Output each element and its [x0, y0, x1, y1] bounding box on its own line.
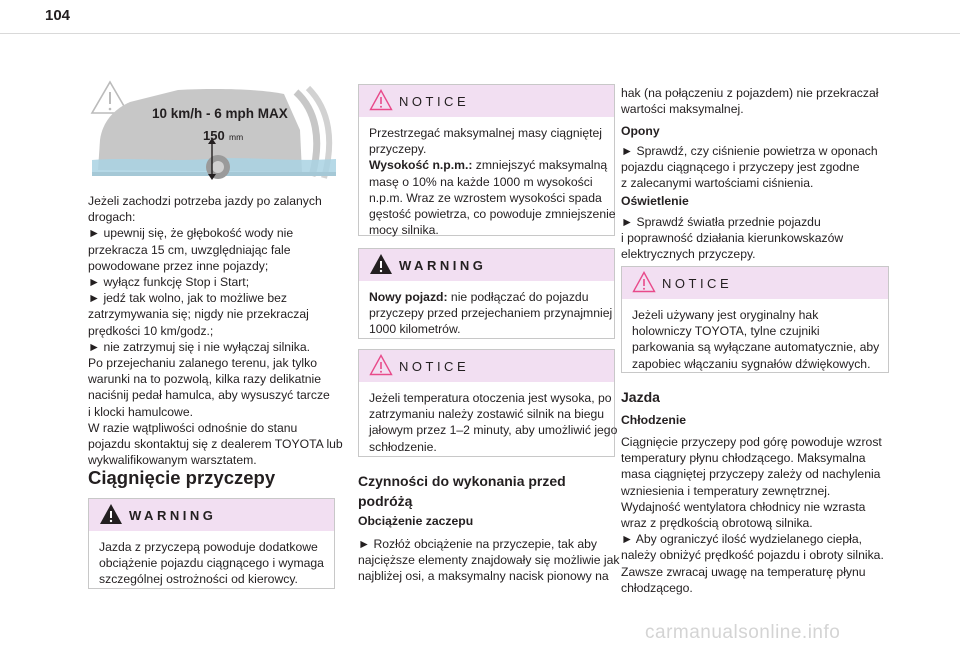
text-line: zapobiec włączaniu sygnałów dźwiękowych. — [632, 356, 871, 371]
text-line: Wydajność wentylatora chłodnicy nie wzrasta — [621, 499, 866, 514]
text-line: wykwalifikowanym warsztatem. — [88, 453, 257, 468]
text-line: obciążenie pojazdu ciągnącego i wymaga — [99, 556, 324, 571]
text-line: Jeżeli używany jest oryginalny hak — [632, 308, 819, 322]
text-line: ► jedź tak wolno, jak to możliwe bez — [88, 291, 288, 306]
text-line: z zalecanymi wartościami ciśnienia. — [621, 176, 814, 191]
text-line: Jazda z przyczepą powoduje dodatkowe — [99, 540, 318, 554]
text-line: ► Sprawdź światła przednie pojazdu — [621, 215, 821, 229]
text-line: parkowania są wyłączane automatycznie, aby — [632, 340, 880, 355]
text-line: przekracza 15 cm, uwzględniając fale — [88, 242, 291, 257]
flood-illustration — [88, 80, 336, 192]
bold-term: Nowy pojazd: — [369, 290, 448, 304]
bold-term: Wysokość n.p.m.: — [369, 158, 473, 173]
lighting-text — [621, 214, 843, 263]
section-title-before-trip — [358, 471, 566, 511]
warning-box-new-vehicle — [358, 248, 615, 339]
notice-box-header — [622, 267, 888, 299]
text-line: hak (na połączeniu z pojazdem) nie przekraczał — [621, 86, 879, 100]
warning-title: WARNING — [129, 508, 217, 523]
text-line: masa ciągniętej przyczepy zależy od nachylenia — [621, 467, 881, 482]
text-line: najcięższe elementy znajdowały się możliwie jak — [358, 553, 620, 568]
notice-box-header — [359, 85, 614, 117]
text-line: Przestrzegać maksymalnej masy ciągniętej — [369, 126, 603, 140]
warning-box-header — [359, 249, 614, 281]
text-line: należy obniżyć prędkość pojazdu i obroty silnika. — [621, 548, 884, 563]
speed-label: 10 km/h - 6 mph MAX — [152, 106, 288, 121]
text-line: ► upewnij się, że głębokość wody nie — [88, 226, 294, 241]
text-line: ► Aby ograniczyć ilość wydzielanego ciepła, — [621, 532, 863, 547]
text-line: prędkości 10 km/godz.; — [88, 323, 214, 338]
text-line: naciśnij pedał hamulca, aby wysuszyć tarcze — [88, 388, 330, 403]
hitch-load-text — [358, 536, 619, 585]
text-line — [369, 157, 608, 173]
text-line: holowniczy TOYOTA, tylne czujniki — [632, 324, 820, 339]
warning-title: WARNING — [399, 258, 487, 273]
section-title-driving: Jazda — [621, 389, 660, 405]
text-line: n.p.m. Wraz ze wzrostem wysokości spada — [369, 190, 602, 205]
text-line: mocy silnika. — [369, 223, 439, 238]
depth-unit: mm — [229, 132, 244, 142]
text-line: chłodzącego. — [621, 580, 693, 595]
hitch-load-continued — [621, 85, 878, 117]
heading-line: podróżą — [358, 493, 413, 509]
text-line: drogach: — [88, 210, 136, 225]
section-title-towing: Ciągnięcie przyczepy — [88, 467, 276, 488]
text-line: Zawsze zwracaj uwagę na temperaturę płynu — [621, 564, 866, 579]
text-line: schłodzenie. — [369, 439, 437, 454]
text-line: szczególnej ostrożności od kierowcy. — [99, 572, 298, 587]
text-line: i poprawność działania kierunkowskazów — [621, 231, 844, 246]
subheading-cooling: Chłodzenie — [621, 413, 687, 427]
text-line: i klocki hamulcowe. — [88, 404, 193, 419]
text-line: pojazdu ciągnącego i przyczepy jest zgodne — [621, 160, 860, 175]
text-line: temperatury płynu chłodzącego. Maksymalna — [621, 451, 866, 466]
text-line: przyczepy przed przejechaniem przynajmniej — [369, 306, 613, 321]
text-line: pojazdu skontaktuj się z dealerem TOYOTA lub — [88, 437, 343, 452]
depth-value: 150 — [203, 128, 225, 143]
page-number: 104 — [45, 7, 71, 24]
cooling-text — [621, 434, 884, 596]
text-line: gęstość powietrza, co powoduje zmniejszenie — [369, 207, 616, 222]
flood-driving-text — [88, 193, 343, 468]
subheading-lighting: Oświetlenie — [621, 194, 689, 208]
text-line: jałowym przez 1–2 minuty, aby umożliwić jego — [369, 423, 618, 438]
heading-line: Czynności do wykonania przed — [358, 473, 566, 489]
text-line: wraz z prędkością obrotową silnika. — [621, 516, 813, 531]
notice-icon — [369, 354, 393, 376]
notice-icon — [632, 271, 656, 293]
text-line: elektrycznych przyczepy. — [621, 247, 756, 262]
text-line: masę o 10% na każde 1000 m wysokości — [369, 174, 593, 189]
warning-icon — [369, 253, 393, 275]
notice-box-parking — [621, 266, 889, 373]
text-line: najbliżej osi, a maksymalny nacisk pionowy na — [358, 569, 609, 584]
header-rule — [0, 33, 960, 34]
notice-box-header — [359, 350, 614, 382]
subheading-tyres: Opony — [621, 124, 660, 138]
watermark: carmanualsonline.info — [645, 622, 841, 643]
text-line: Ciągnięcie przyczepy pod górę powoduje wzrost — [621, 435, 882, 449]
text-line: ► Rozłóż obciążenie na przyczepie, tak aby — [358, 537, 598, 551]
warning-box-header — [89, 499, 334, 531]
notice-title: NOTICE — [399, 94, 470, 109]
text-line: wzniesienia i temperatury zewnętrznej. — [621, 483, 831, 498]
text-line: ► Sprawdź, czy ciśnienie powietrza w oponach — [621, 144, 878, 158]
notice-title: NOTICE — [399, 359, 470, 374]
text-fragment: zmniejszyć maksymalną — [472, 158, 608, 173]
text-line — [369, 289, 604, 305]
warning-box-towing — [88, 498, 335, 589]
notice-box-mass — [358, 84, 615, 236]
warning-icon — [99, 503, 123, 525]
text-line: wartości maksymalnej. — [621, 102, 744, 117]
text-line: zatrzymaniu należy zostawić silnik na biegu — [369, 407, 605, 422]
tyres-text — [621, 143, 878, 192]
notice-box-idle — [358, 349, 618, 457]
text-line: ► wyłącz funkcję Stop i Start; — [88, 275, 250, 290]
text-line: Jeżeli zachodzi potrzeba jazdy po zalanych — [88, 194, 322, 208]
text-line: zatrzymywania się; nigdy nie przekraczaj — [88, 307, 309, 322]
subheading-hitch-load: Obciążenie zaczepu — [358, 514, 474, 528]
text-line: W razie wątpliwości odnośnie do stanu — [88, 420, 298, 435]
text-line: ► nie zatrzymuj się i nie wyłączaj silnika. — [88, 339, 311, 354]
notice-title: NOTICE — [662, 276, 733, 291]
text-line: Jeżeli temperatura otoczenia jest wysoka, po — [369, 391, 612, 405]
text-line: warunki na to pozwolą, kilka razy delikatnie — [88, 372, 322, 387]
text-fragment: nie podłączać do pojazdu — [447, 290, 589, 304]
text-line: Po przejechaniu zalanego terenu, jak tylko — [88, 356, 317, 371]
text-line: przyczepy. — [369, 142, 427, 157]
text-line: powodowane przez inne pojazdy; — [88, 258, 269, 273]
text-line: 1000 kilometrów. — [369, 322, 461, 337]
notice-icon — [369, 89, 393, 111]
